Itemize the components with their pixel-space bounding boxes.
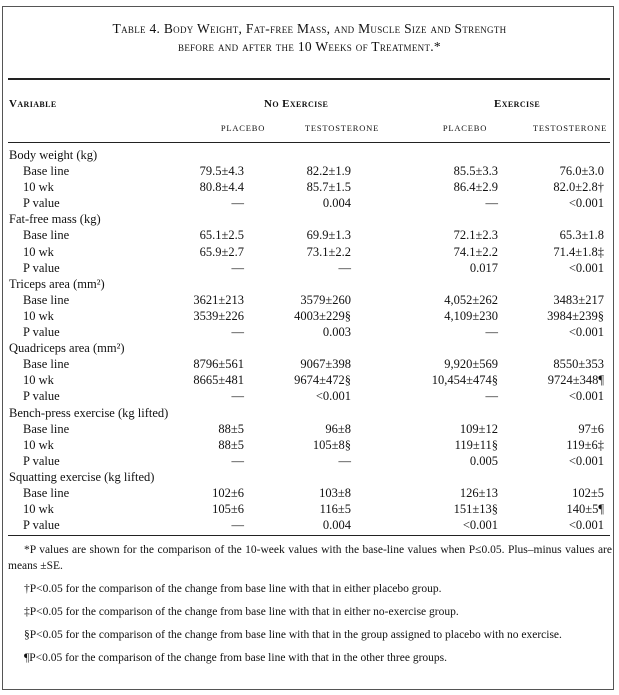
table-row <box>0 324 619 340</box>
table-cell: 102±6 <box>212 485 244 500</box>
footnote-p-value: *P values are shown for the comparison of the 10-week values with the base-line values when P≤0.05. Plus–minus values are means ±SE. <box>8 544 612 572</box>
table-cell: <0.001 <box>462 518 498 533</box>
table-cell: 9,920±569 <box>444 357 498 372</box>
table-title-line-2: before and after the 10 Weeks of Treatment.* <box>178 39 441 54</box>
row-label: P value <box>23 325 60 340</box>
row-label: 10 wk <box>23 373 54 388</box>
table-cell: 9724±348¶ <box>547 373 604 388</box>
table-cell: 3621±213 <box>193 292 244 307</box>
table-cell: <0.001 <box>568 325 604 340</box>
table-section-row <box>0 211 619 227</box>
row-label: 10 wk <box>23 437 54 452</box>
table-cell: 0.004 <box>322 518 351 533</box>
table-cell: 80.8±4.4 <box>199 180 244 195</box>
table-cell: 0.017 <box>469 260 498 275</box>
subheader-exercise-placebo: PLACEBO <box>442 123 488 133</box>
table-cell: 88±5 <box>218 421 244 436</box>
table-cell: 8665±481 <box>193 373 244 388</box>
table-cell: <0.001 <box>568 518 604 533</box>
table-cell: 103±8 <box>319 485 351 500</box>
table-cell: 74.1±2.2 <box>453 244 498 259</box>
column-group-no-exercise: No Exercise <box>264 98 329 110</box>
table-cell: 69.9±1.3 <box>306 228 351 243</box>
table-cell: 82.2±1.9 <box>306 164 351 179</box>
table-cell: 82.0±2.8† <box>553 180 604 195</box>
row-label: Base line <box>23 292 70 307</box>
row-label: P value <box>23 389 60 404</box>
table-cell: — <box>231 389 244 404</box>
table-cell: 71.4±1.8‡ <box>553 244 604 259</box>
row-label: 10 wk <box>23 244 54 259</box>
table-cell: 86.4±2.9 <box>453 180 498 195</box>
table-cell: — <box>338 453 351 468</box>
table-cell: 96±8 <box>325 421 351 436</box>
column-header-variable: Variable <box>9 98 57 110</box>
table-row <box>0 437 619 453</box>
table-row <box>0 260 619 276</box>
row-label: Triceps area (mm²) <box>9 276 105 291</box>
row-label: 10 wk <box>23 180 54 195</box>
table-cell: 72.1±2.3 <box>453 228 498 243</box>
table-cell: — <box>231 518 244 533</box>
table-row <box>0 179 619 195</box>
table-row <box>0 421 619 437</box>
row-label: Body weight (kg) <box>9 148 98 162</box>
table-row <box>0 372 619 388</box>
row-label: P value <box>23 518 60 533</box>
table-cell: 10,454±474§ <box>431 373 498 388</box>
table-bottom-rule <box>8 535 610 536</box>
row-label: Base line <box>23 421 70 436</box>
header-top-rule <box>8 78 610 80</box>
table-cell: 79.5±4.3 <box>199 164 244 179</box>
table-cell: 9674±472§ <box>294 373 351 388</box>
header-bottom-rule <box>8 142 610 143</box>
table-cell: 8550±353 <box>553 357 604 372</box>
table-cell: 119±6‡ <box>566 437 604 452</box>
subheader-no-exercise-placebo: PLACEBO <box>220 123 266 133</box>
row-label: 10 wk <box>23 308 54 323</box>
table-cell: 8796±561 <box>193 357 244 372</box>
table-cell: 4,052±262 <box>444 292 498 307</box>
row-label: Squatting exercise (kg lifted) <box>9 469 155 484</box>
table-title-line-1: Table 4. Body Weight, Fat-free Mass, and Muscle Size and Strength <box>112 21 507 36</box>
footnote-dagger: †P<0.05 for the comparison of the change from base line with that in either placebo group. <box>24 583 442 595</box>
table-cell: 0.005 <box>469 453 498 468</box>
table-row <box>0 308 619 324</box>
table-cell: 151±13§ <box>453 502 498 517</box>
footnote-section: §P<0.05 for the comparison of the change from base line with that in the group assigned to placebo with no exercise. <box>24 629 562 641</box>
table-cell: 3984±239§ <box>547 308 604 323</box>
footnote-pilcrow: ¶P<0.05 for the comparison of the change from base line with that in the other three groups. <box>24 652 448 664</box>
table-cell: 0.003 <box>322 325 351 340</box>
table-cell: 85.5±3.3 <box>453 164 498 179</box>
table-cell: — <box>485 389 498 404</box>
table-row <box>0 485 619 501</box>
table-cell: 102±5 <box>572 485 604 500</box>
table-cell: 88±5 <box>218 437 244 452</box>
footnote-double-dagger: ‡P<0.05 for the comparison of the change from base line with that in either no-exercise group. <box>24 606 459 618</box>
table-cell: 116±5 <box>319 502 351 517</box>
table-cell: 105±8§ <box>312 437 351 452</box>
row-label: P value <box>23 260 60 275</box>
table-cell: 3539±226 <box>193 308 244 323</box>
table-row <box>0 453 619 469</box>
row-label: Bench-press exercise (kg lifted) <box>9 405 169 420</box>
table-cell: — <box>231 325 244 340</box>
table-cell: 76.0±3.0 <box>559 164 604 179</box>
table-cell: <0.001 <box>568 196 604 211</box>
table-cell: 105±6 <box>212 502 244 517</box>
table-row <box>0 195 619 211</box>
table-cell: — <box>231 453 244 468</box>
table-cell: 140±5¶ <box>566 502 604 517</box>
table-body <box>0 147 619 533</box>
table-cell: 65.1±2.5 <box>199 228 244 243</box>
table-cell: 85.7±1.5 <box>306 180 351 195</box>
row-label: Base line <box>23 228 70 243</box>
table-row <box>0 501 619 517</box>
row-label: Fat-free mass (kg) <box>9 212 101 227</box>
table-cell: 65.3±1.8 <box>559 228 604 243</box>
table-row <box>0 227 619 243</box>
table-cell: — <box>231 196 244 211</box>
table-cell: 9067±398 <box>300 357 351 372</box>
table-section-row <box>0 405 619 421</box>
table-row <box>0 244 619 260</box>
table-row <box>0 356 619 372</box>
table-cell: — <box>338 260 351 275</box>
table-cell: <0.001 <box>568 389 604 404</box>
table-row <box>0 292 619 308</box>
table-cell: 3579±260 <box>300 292 351 307</box>
table-cell: 0.004 <box>322 196 351 211</box>
table-row <box>0 517 619 533</box>
table-title <box>0 20 619 56</box>
table-cell: 119±11§ <box>454 437 498 452</box>
table-cell: 109±12 <box>459 421 498 436</box>
table-section-row <box>0 147 619 163</box>
table-cell: 73.1±2.2 <box>306 244 351 259</box>
subheader-no-exercise-testosterone: TESTOSTERONE <box>304 123 380 133</box>
table-cell: 65.9±2.7 <box>199 244 244 259</box>
table-row <box>0 163 619 179</box>
table-cell: <0.001 <box>315 389 351 404</box>
table-cell: 126±13 <box>459 485 498 500</box>
row-label: Quadriceps area (mm²) <box>9 341 125 356</box>
table-cell: <0.001 <box>568 260 604 275</box>
table-cell: — <box>231 260 244 275</box>
table-cell: — <box>485 325 498 340</box>
table-section-row <box>0 469 619 485</box>
table-cell: 4,109±230 <box>444 308 498 323</box>
row-label: Base line <box>23 357 70 372</box>
column-group-exercise: Exercise <box>494 98 541 110</box>
table-cell: 3483±217 <box>553 292 604 307</box>
table-cell: <0.001 <box>568 453 604 468</box>
row-label: P value <box>23 196 60 211</box>
row-label: P value <box>23 453 60 468</box>
table-cell: 97±6 <box>578 421 604 436</box>
row-label: Base line <box>23 164 70 179</box>
table-row <box>0 388 619 404</box>
footnotes <box>8 542 612 673</box>
row-label: 10 wk <box>23 502 54 517</box>
table-section-row <box>0 276 619 292</box>
table-cell: 4003±229§ <box>294 308 351 323</box>
row-label: Base line <box>23 485 70 500</box>
subheader-exercise-testosterone: TESTOSTERONE <box>532 123 608 133</box>
table-section-row <box>0 340 619 356</box>
table-cell: — <box>485 196 498 211</box>
